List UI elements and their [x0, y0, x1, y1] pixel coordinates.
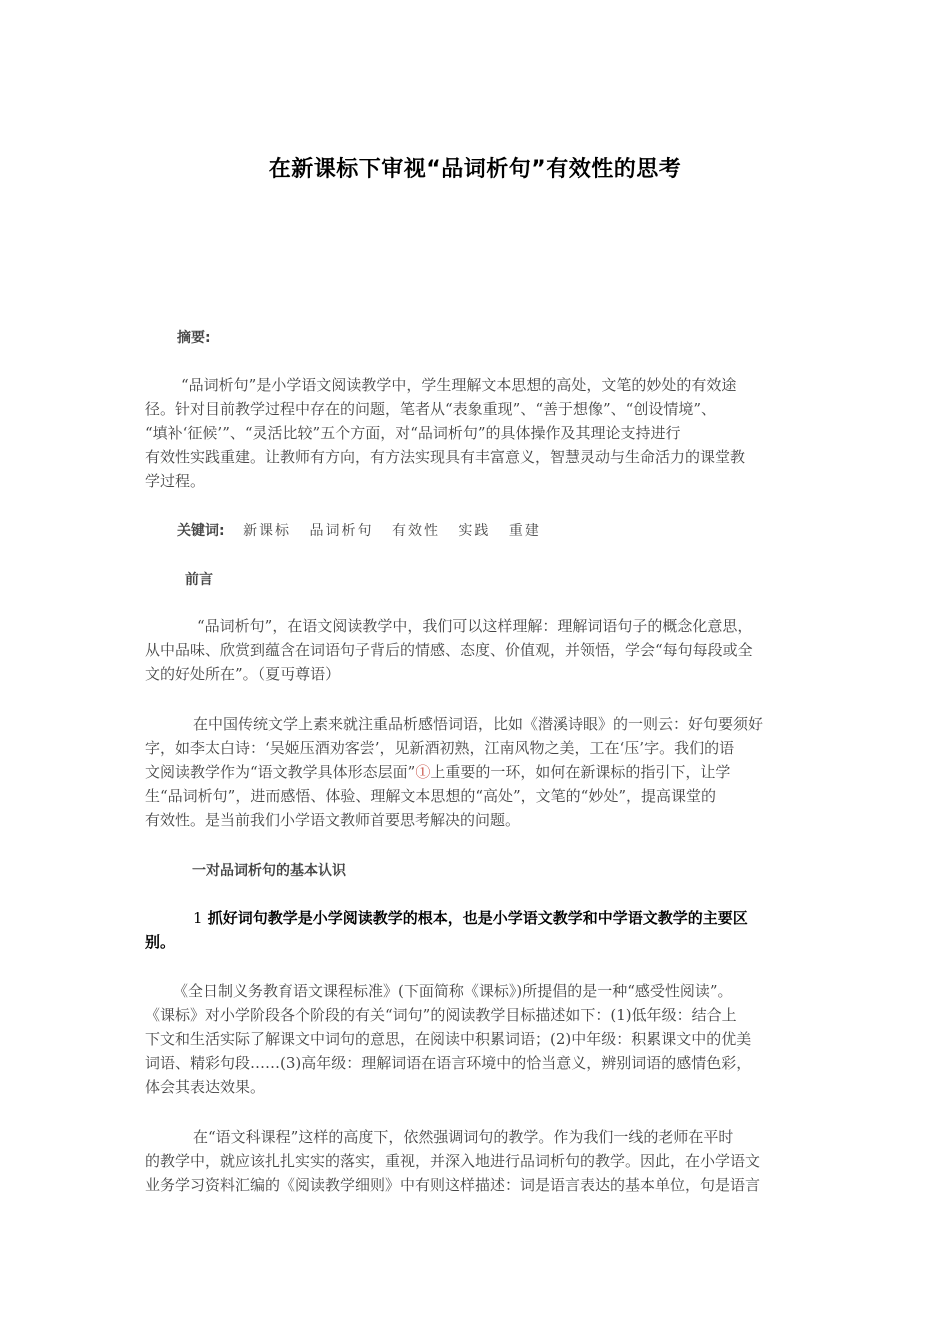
- subsection-line: 别。: [145, 933, 176, 951]
- subsection-line: [145, 906, 810, 930]
- keywords-label: 关键词:: [177, 523, 225, 539]
- paragraph-line: 从中品味、欣赏到蕴含在词语句子背后的情感、态度、价值观，并领悟，学会“每句每段或全: [145, 641, 753, 659]
- paragraph-line: [145, 760, 810, 784]
- subsection-text: 抓好词句教学是小学阅读教学的根本，也是小学语文教学和中学语文教学的主要区: [207, 909, 748, 927]
- paragraph-line: 下文和生活实际了解课文中词句的意思，在阅读中积累词语；(2)中年级：积累课文中的优美: [145, 1030, 752, 1048]
- paragraph-line: 字，如李太白诗：‘吴姬压酒劝客尝’，见新酒初熟，江南风物之美，工在‘压’字。我们的语: [145, 739, 735, 757]
- paragraph-line: 业务学习资料汇编的《阅读教学细则》中有则这样描述：词是语言表达的基本单位，句是语言: [145, 1176, 761, 1194]
- paragraph-line: 的教学中，就应该扎扎实实的落实，重视，并深入地进行品词析句的教学。因此，在小学语文: [145, 1152, 761, 1170]
- paragraph-line: “品词析句”，在语文阅读教学中，我们可以这样理解：理解词语句子的概念化意思，: [197, 617, 753, 635]
- preface-paragraph-1: [145, 614, 810, 686]
- paragraph-text: 上重要的一环，如何在新课标的指引下，让学: [430, 763, 731, 781]
- keywords-row: [177, 520, 541, 540]
- abstract-line: “品词析句”是小学语文阅读教学中，学生理解文本思想的高处，文笔的妙处的有效途: [181, 376, 737, 394]
- paragraph-line: 文的好处所在”。（夏丏尊语）: [145, 665, 341, 683]
- paragraph-line: 《全日制义务教育语文课程标准》(下面简称《课标》)所提倡的是一种“感受性阅读”。: [173, 982, 733, 1000]
- keyword: 有效性: [391, 523, 440, 539]
- subsection-number: 1: [193, 909, 203, 927]
- keyword: 新课标: [243, 523, 292, 539]
- keyword: 品词析句: [309, 523, 374, 539]
- abstract-label: 摘要:: [177, 330, 211, 346]
- subsection-heading: [145, 906, 810, 954]
- section-heading: 一对品词析句的基本认识: [192, 863, 346, 879]
- preface-heading: 前言: [185, 572, 213, 588]
- paragraph-line: 生“品词析句”，进而感悟、体验、理解文本思想的“高处”，文笔的“妙处”，提高课堂的: [145, 787, 717, 805]
- keyword: 实践: [458, 523, 491, 539]
- abstract-line: 有效性实践重建。让教师有方向，有方法实现具有丰富意义，智慧灵动与生命活力的课堂教: [145, 448, 746, 466]
- footnote-marker[interactable]: ①: [415, 763, 431, 781]
- abstract-line: “填补‘征候’”、“灵活比较”五个方面，对“品词析句”的具体操作及其理论支持进行: [145, 424, 681, 442]
- abstract-paragraph: [145, 373, 810, 493]
- abstract-line: 径。针对目前教学过程中存在的问题，笔者从“表象重现”、“善于想像”、“创设情境”、: [145, 400, 717, 418]
- abstract-line: 学过程。: [145, 472, 206, 490]
- document-title: 在新课标下审视“品词析句”有效性的思考: [268, 157, 682, 182]
- section1-paragraph-1: [145, 979, 810, 1099]
- paragraph-line: 词语、精彩句段……(3)高年级：理解词语在语言环境中的恰当意义，辨别词语的感情色彩，: [145, 1054, 752, 1072]
- paragraph-line: 《课标》对小学阶段各个阶段的有关“词句”的阅读教学目标描述如下：(1)低年级：结合上: [145, 1006, 737, 1024]
- paragraph-line: 有效性。是当前我们小学语文教师首要思考解决的问题。: [145, 811, 521, 829]
- paragraph-line: 在“语文科课程”这样的高度下，依然强调词句的教学。作为我们一线的老师在平时: [193, 1128, 734, 1146]
- paragraph-line: 体会其表达效果。: [145, 1078, 266, 1096]
- paragraph-line: 在中国传统文学上素来就注重品析感悟词语，比如《潜溪诗眼》的一则云：好句要须好: [193, 715, 764, 733]
- keyword: 重建: [508, 523, 541, 539]
- preface-paragraph-2: [145, 712, 810, 832]
- paragraph-text: 文阅读教学作为“语文教学具体形态层面”: [145, 763, 416, 781]
- section1-paragraph-2: [145, 1125, 810, 1197]
